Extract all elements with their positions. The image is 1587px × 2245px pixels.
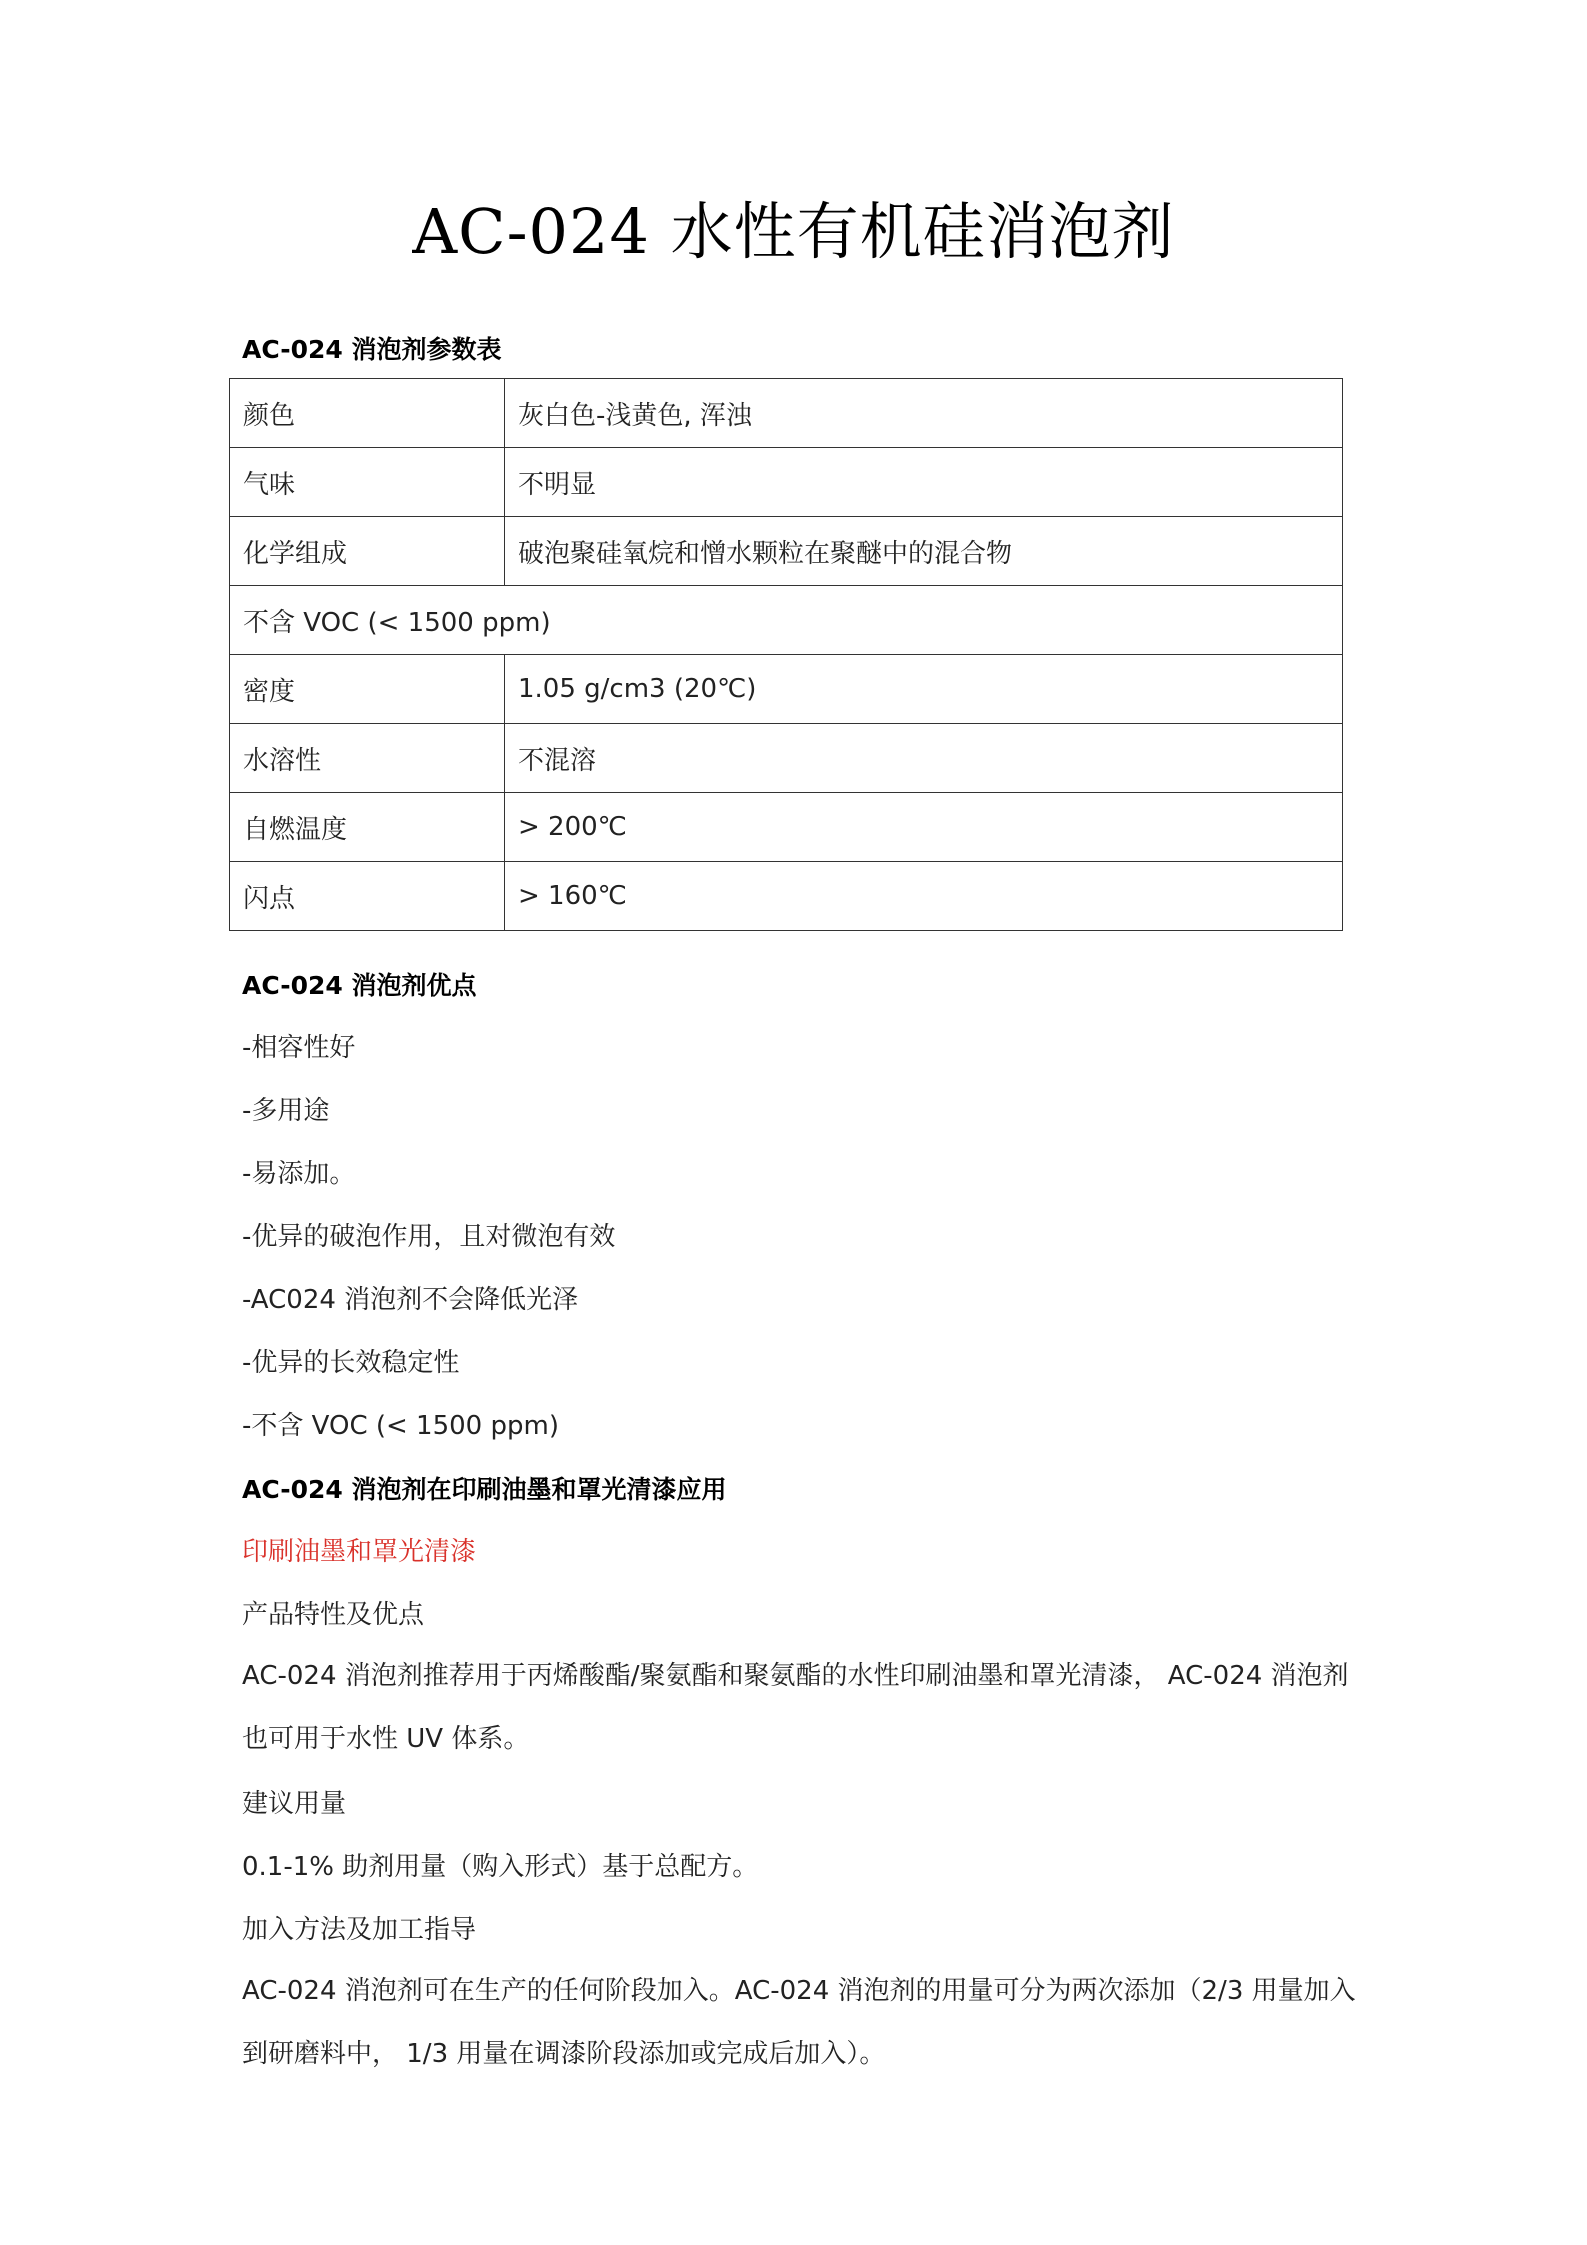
param-value: > 200℃ (505, 793, 1343, 862)
table-row (230, 379, 1343, 448)
table-row (230, 517, 1343, 586)
param-label: 水溶性 (230, 724, 505, 793)
table-row (230, 862, 1343, 931)
features-text: AC-024 消泡剂推荐用于丙烯酸酯/聚氨酯和聚氨酯的水性印刷油墨和罩光清漆， AC-024 消泡剂也可用于水性 UV 体系。 (242, 1661, 1349, 1754)
application-heading: AC-024 消泡剂在印刷油墨和罩光清漆应用 (242, 1475, 727, 1504)
param-value: 不明显 (505, 448, 1343, 517)
table-heading: AC-024 消泡剂参数表 (242, 335, 502, 364)
list-item: -AC024 消泡剂不会降低光泽 (242, 1285, 579, 1315)
features-label: 产品特性及优点 (242, 1600, 425, 1630)
list-item: -相容性好 (242, 1033, 356, 1063)
table-row (230, 655, 1343, 724)
param-label: 自燃温度 (230, 793, 505, 862)
param-label: 闪点 (230, 862, 505, 931)
param-label: 密度 (230, 655, 505, 724)
table-row (230, 448, 1343, 517)
parameter-table (229, 378, 1343, 931)
list-item: -优异的长效稳定性 (242, 1348, 460, 1378)
list-item: -多用途 (242, 1096, 330, 1126)
param-value: 1.05 g/cm3 (20℃) (505, 655, 1343, 724)
param-label: 气味 (230, 448, 505, 517)
param-label: 化学组成 (230, 517, 505, 586)
param-value: 不混溶 (505, 724, 1343, 793)
list-item: -不含 VOC (< 1500 ppm) (242, 1411, 559, 1441)
dosage-text: 0.1-1% 助剂用量（购入形式）基于总配方。 (242, 1852, 759, 1882)
param-value: 灰白色-浅黄色, 浑浊 (505, 379, 1343, 448)
table-row (230, 724, 1343, 793)
param-full-row: 不含 VOC (< 1500 ppm) (230, 586, 1343, 655)
dosage-label: 建议用量 (242, 1789, 347, 1819)
param-label: 颜色 (230, 379, 505, 448)
table-row (230, 586, 1343, 655)
method-text: AC-024 消泡剂可在生产的任何阶段加入。AC-024 消泡剂的用量可分为两次添加（2/3 用量加入到研磨料中， 1/3 用量在调漆阶段添加或完成后加入）。 (242, 1976, 1356, 2069)
method-label: 加入方法及加工指导 (242, 1915, 477, 1945)
document-title: AC-024 水性有机硅消泡剂 (412, 195, 1175, 268)
param-value: 破泡聚硅氧烷和憎水颗粒在聚醚中的混合物 (505, 517, 1343, 586)
param-value: > 160℃ (505, 862, 1343, 931)
advantages-heading: AC-024 消泡剂优点 (242, 971, 477, 1000)
list-item: -易添加。 (242, 1159, 356, 1189)
application-subheading: 印刷油墨和罩光清漆 (242, 1537, 477, 1567)
list-item: -优异的破泡作用，且对微泡有效 (242, 1222, 616, 1252)
table-row (230, 793, 1343, 862)
